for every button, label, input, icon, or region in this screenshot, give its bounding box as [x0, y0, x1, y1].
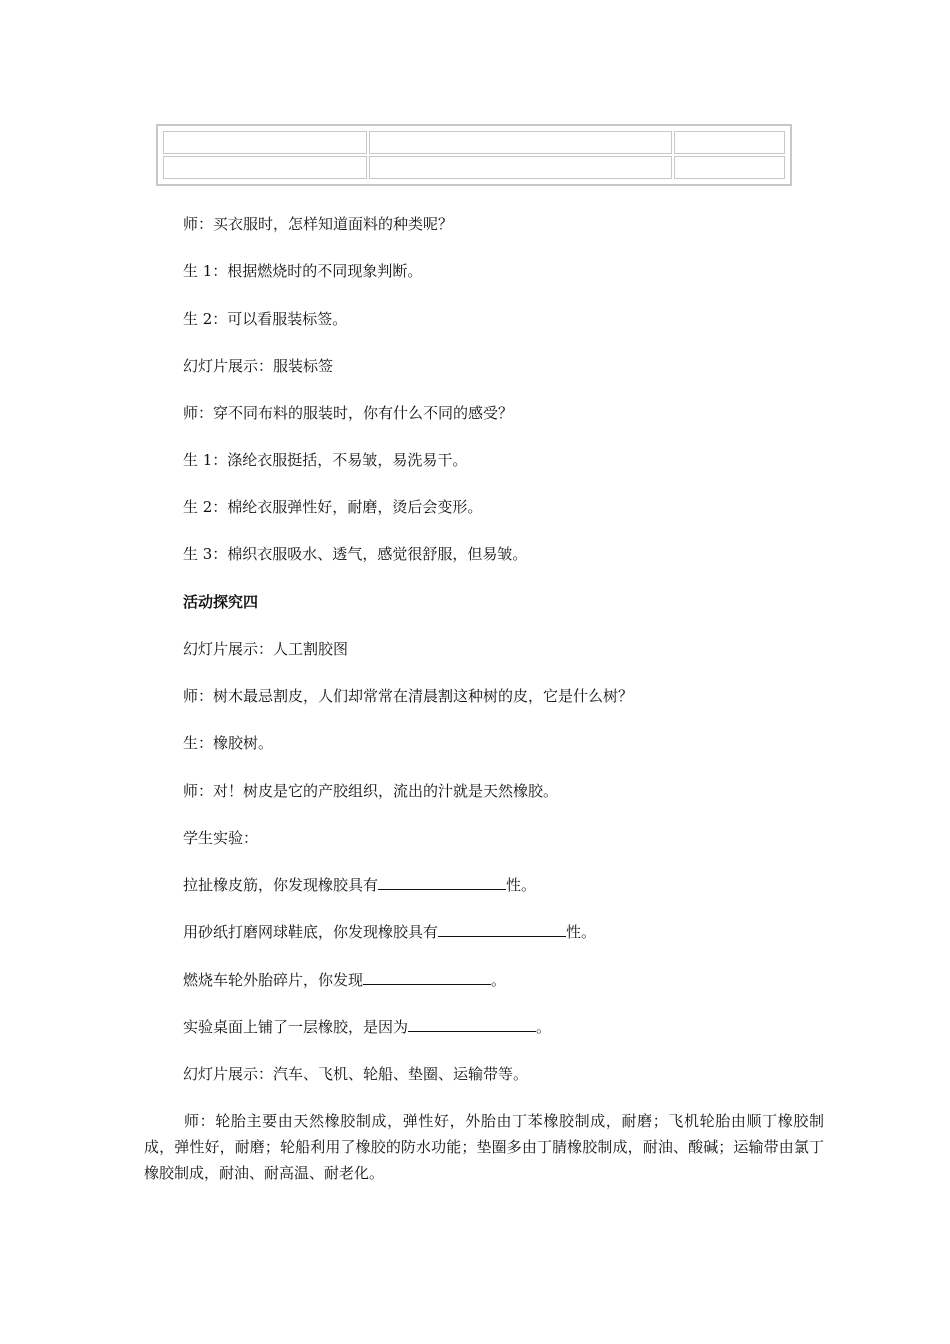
- question-text: 拉扯橡皮筋，你发现橡胶具有: [183, 876, 379, 894]
- dialogue-line: 生 2：可以看服装标签。: [183, 310, 348, 328]
- empty-table: [156, 124, 792, 186]
- question-text: 性。: [566, 923, 597, 941]
- empty-table-grid: [161, 129, 787, 181]
- fill-blank-question: [183, 875, 536, 895]
- dialogue-line: 生 1：根据燃烧时的不同现象判断。: [183, 262, 423, 280]
- fill-blank-question: [183, 1017, 551, 1037]
- answer-blank: [408, 1017, 536, 1032]
- dialogue-line: 师：穿不同布料的服装时，你有什么不同的感受？: [183, 404, 514, 422]
- dialogue-line: 幻灯片展示：服装标签: [183, 357, 334, 375]
- fill-blank-question: [183, 922, 596, 942]
- question-text: 燃烧车轮外胎碎片，你发现: [183, 971, 364, 989]
- table-row: [163, 156, 785, 179]
- table-cell: [674, 156, 785, 179]
- table-cell: [674, 131, 785, 154]
- table-cell: [369, 156, 672, 179]
- dialogue-line: 幻灯片展示：汽车、飞机、轮船、垫圈、运输带等。: [183, 1065, 529, 1083]
- table-cell: [369, 131, 672, 154]
- dialogue-line: 师：树木最忌割皮，人们却常常在清晨割这种树的皮，它是什么树？: [183, 687, 634, 705]
- dialogue-line: 生 2：棉纶衣服弹性好，耐磨，烫后会变形。: [183, 498, 483, 516]
- dialogue-line: 生：橡胶树。: [183, 734, 274, 752]
- dialogue-line: 幻灯片展示：人工割胶图: [183, 640, 349, 658]
- table-cell: [163, 131, 367, 154]
- question-text: 实验桌面上铺了一层橡胶，是因为: [183, 1018, 409, 1036]
- section-heading: 活动探究四: [183, 593, 259, 611]
- table-row: [163, 131, 785, 154]
- dialogue-line: 学生实验：: [183, 829, 259, 847]
- dialogue-line: 师：买衣服时，怎样知道面料的种类呢？: [183, 215, 454, 233]
- fill-blank-question: [183, 970, 506, 990]
- answer-blank: [378, 875, 506, 890]
- teacher-explanation-paragraph: 师：轮胎主要由天然橡胶制成，弹性好，外胎由丁苯橡胶制成，耐磨；飞机轮胎由顺丁橡胶制成，弹性好，耐磨；轮船利用了橡胶的防水功能；垫圈多由丁腈橡胶制成，耐油、酸碱；运输带由氯丁橡胶制成，耐油、耐高温、耐老化。: [144, 1112, 824, 1182]
- question-text: 。: [536, 1018, 552, 1036]
- answer-blank: [363, 970, 491, 985]
- dialogue-line: 师：对！树皮是它的产胶组织，流出的汁就是天然橡胶。: [183, 782, 559, 800]
- dialogue-line: 生 1：涤纶衣服挺括，不易皱，易洗易干。: [183, 451, 468, 469]
- dialogue-line: 生 3：棉织衣服吸水、透气，感觉很舒服，但易皱。: [183, 545, 528, 563]
- question-text: 。: [491, 971, 507, 989]
- table-cell: [163, 156, 367, 179]
- answer-blank: [438, 922, 566, 937]
- question-text: 用砂纸打磨网球鞋底，你发现橡胶具有: [183, 923, 439, 941]
- question-text: 性。: [506, 876, 537, 894]
